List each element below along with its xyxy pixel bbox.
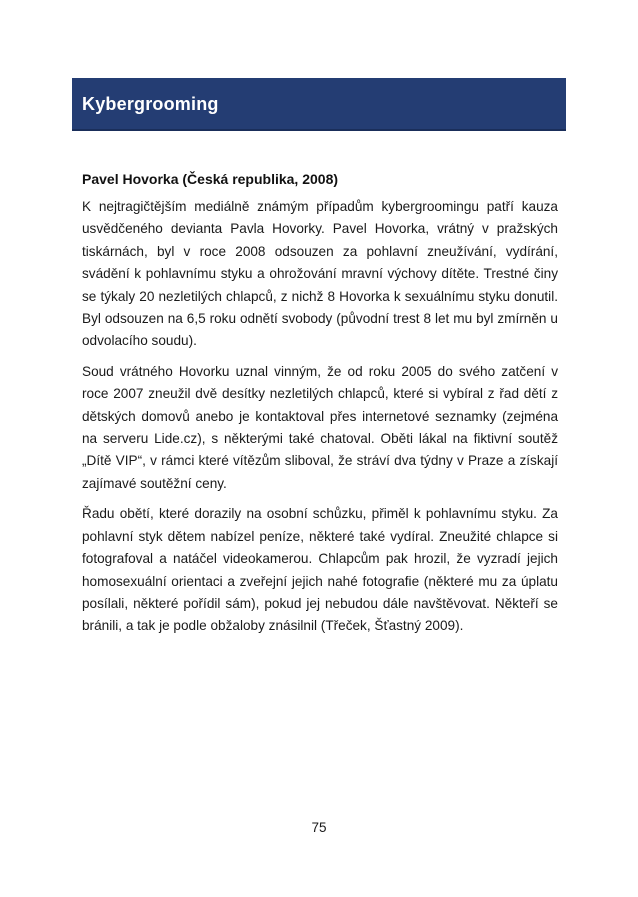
paragraph-2: Soud vrátného Hovorku uznal vinným, že od roku 2005 do svého zatčení v roce 2007 zneužil dvě desítky nezletilých chlapců, které si vybíral z řad dětí z dětských domovů anebo je kontaktoval přes internetové seznamky (zejména na serveru Lide.cz), s některými také chatoval. Oběti lákal na fiktivní soutěž „Dítě VIP“, v rámci které vítězům sliboval, že stráví dva týdny v Praze a získají zajímavé soutěžní ceny.	[82, 363, 558, 491]
article-body	[82, 168, 558, 646]
paragraph-3: Řadu obětí, které dorazily na osobní schůzku, přiměl k pohlavnímu styku. Za pohlavní styk dětem nabízel peníze, některé také vydíral. Zneužité chlapce si fotografoval a natáčel videokamerou. Chlapcům pak hrozil, že vyzradí jejich homosexuální orientaci a zveřejní jejich nahé fotografie (některé mu za úplatu posílali, některé pořídil sám), pokud jej nebudou dále navštěvovat. Někteří se bránili, a tak je podle obžaloby znásilnil (Třeček, Šťastný 2009).	[82, 506, 558, 634]
chapter-title: Kybergrooming	[82, 94, 219, 114]
case-subheading: Pavel Hovorka (Česká republika, 2008)	[82, 171, 339, 187]
chapter-header-bar	[72, 78, 566, 131]
page-number: 75	[311, 820, 327, 835]
paragraph-1: K nejtragičtějším mediálně známým případům kybergroomingu patří kauza usvědčeného devianta Pavla Hovorky. Pavel Hovorka, vrátný v pražských tiskárnách, byl v roce 2008 odsouzen za pohlavní zneužívání, vydírání, svádění k pohlavnímu styku a ohrožování mravní výchovy dítěte. Trestné činy se týkaly 20 nezletilých chlapců, z nichž 8 Hovorka k sexuálnímu styku donutil. Byl odsouzen na 6,5 roku odnětí svobody (původní trest 8 let mu byl zmírněn u odvolacího soudu).	[82, 199, 558, 349]
